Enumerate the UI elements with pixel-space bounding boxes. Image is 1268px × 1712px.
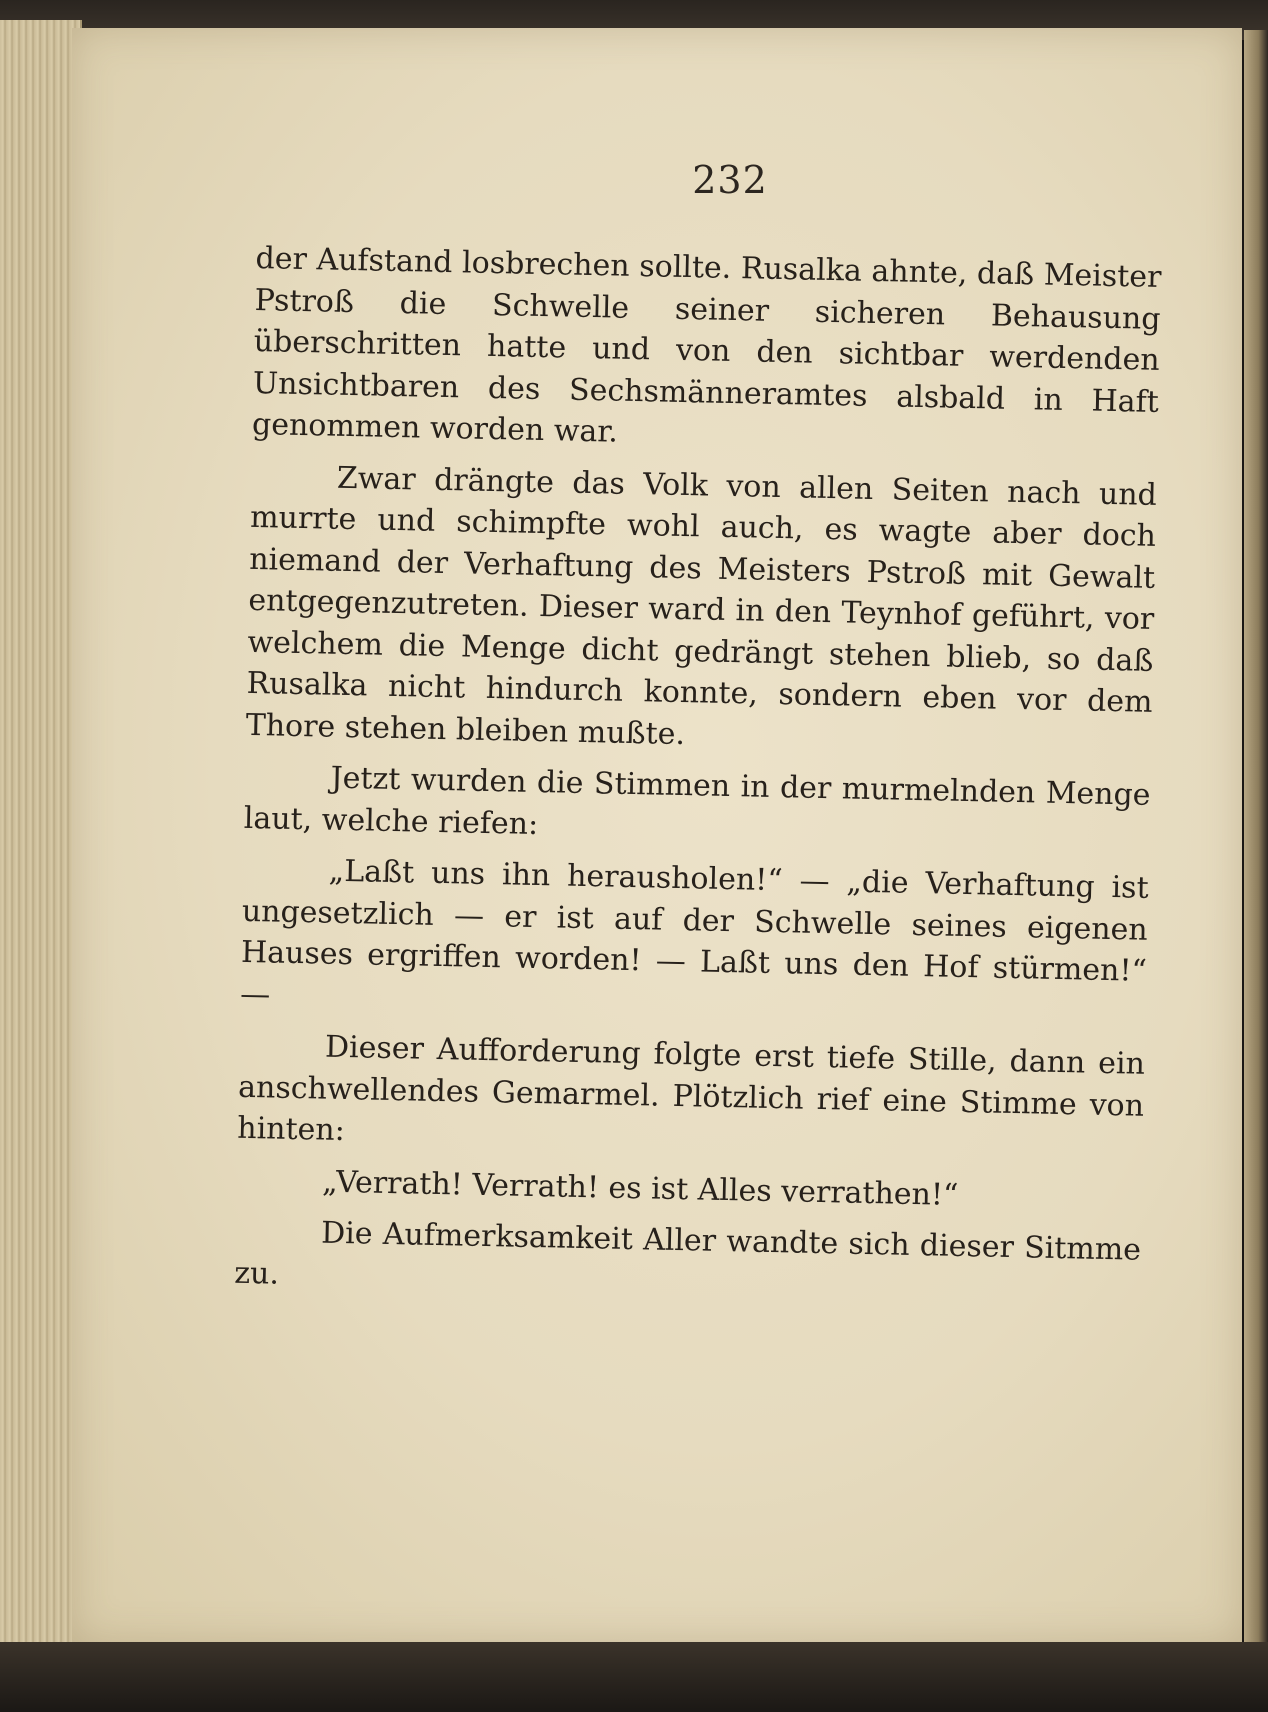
page-right-edge xyxy=(1244,30,1268,1650)
paragraph-1: der Aufstand losbrechen sollte. Rusalka ahnte, daß Meister Pstroß die Schwelle seiner sicheren Behausung überschritten hatte und von den sichtbar werdenden Unsichtbaren des Sechsmänneramtes alsbald in Haft genommen worden war. xyxy=(251,240,1162,450)
page-edges xyxy=(0,20,82,1645)
body-text xyxy=(234,238,1162,1323)
paragraph-2: Zwar drängte das Volk von allen Seiten nach und murrte und schimpfte wohl auch, es wagte aber doch niemand der Verhaftung des Meisters Pstroß mit Gewalt entgegenzutreten. Dieser ward in den Teynhof geführt, vor welchem die Menge dicht gedrängt stehen blieb, so daß Rusalka nicht hindurch konnte, sondern eben vor dem Thore stehen bleiben mußte. xyxy=(245,460,1158,752)
paragraph-4: „Laßt uns ihn herausholen!“ — „die Verhaftung ist ungesetzlich — er ist auf der Schwelle seines eigenen Hauses ergriffen worden! — Laßt uns den Hof stürmen!“ — xyxy=(239,853,1149,1012)
paragraph-5: Dieser Aufforderung folgte erst tiefe Stille, dann ein anschwellendes Gemarmel. Plötzlich rief eine Stimme von hinten: xyxy=(236,1029,1146,1149)
paragraph-3: Jetzt wurden die Stimmen in der murmelnden Menge laut, welche riefen: xyxy=(243,760,1151,842)
page-number: 232 xyxy=(692,158,768,202)
book-cover-bottom xyxy=(0,1642,1268,1712)
paragraph-7: Die Aufmerksamkeit Aller wandte sich dieser Sitmme zu. xyxy=(233,1215,1142,1292)
paragraph-6: „Verrath! Verrath! es ist Alles verrathen!“ xyxy=(321,1164,959,1213)
